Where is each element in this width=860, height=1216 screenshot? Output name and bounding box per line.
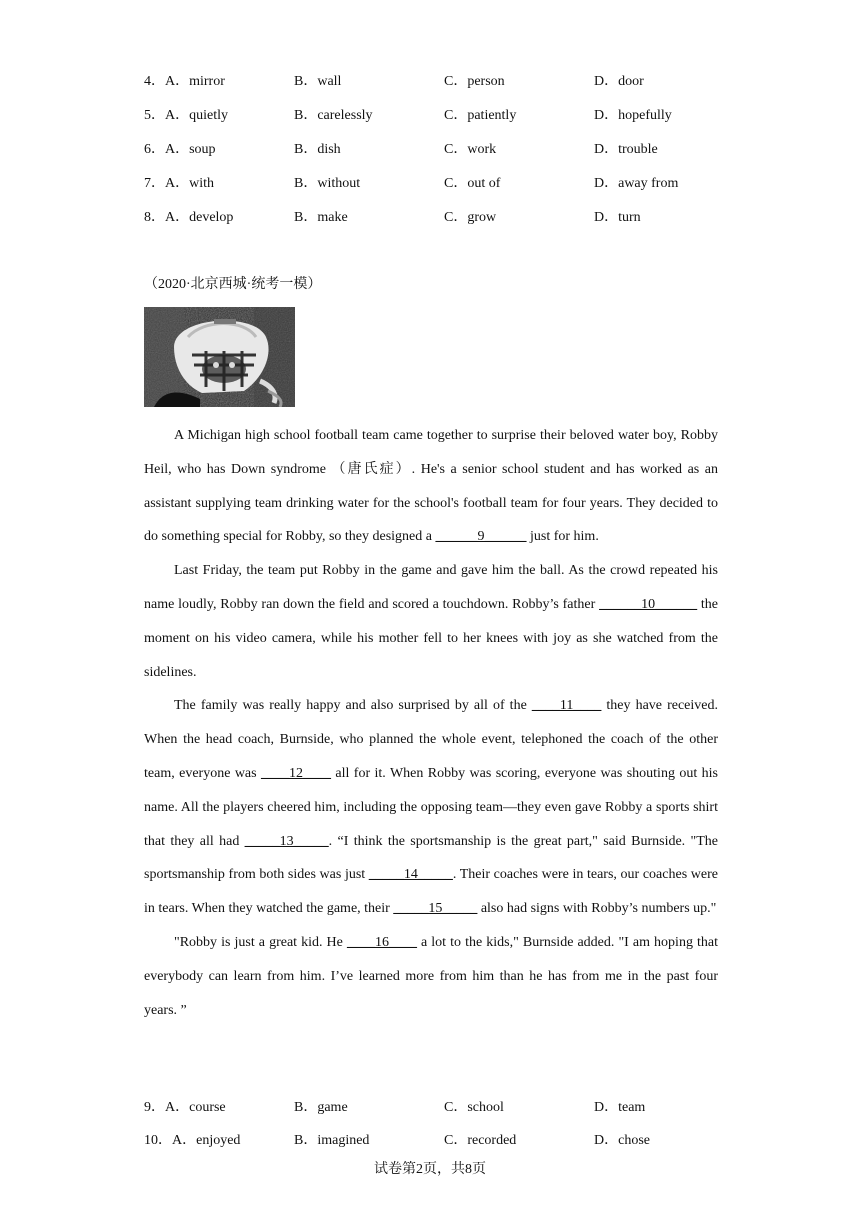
q5-option-c: C．patiently xyxy=(444,108,517,123)
q4-option-a: 4．A．mirror xyxy=(144,74,225,89)
passage-paragraph-2: Last Friday, the team put Robby in the game and gave him the ball. As the crowd repeated his name loudly, Robby ran down the field and scored a touchdown. Robby’s father ______10______ the moment on his video camera, while his mother fell to her knees with joy as she watched from the sidelines. xyxy=(144,563,718,680)
q9-option-a: 9．A．course xyxy=(144,1100,226,1115)
q4-option-c: C．person xyxy=(444,74,505,89)
q7-option-c: C．out of xyxy=(444,176,501,191)
page-footer: 试卷第2页，共8页 xyxy=(374,1162,486,1177)
q10-option-b: B．imagined xyxy=(294,1133,370,1148)
passage-paragraph-3: The family was really happy and also surprised by all of the ____11____ they have received. When the head coach, Burnside, who planned the whole event, telephoned the coach of the other team, everyone was ____12____ all for it. When Robby was scoring, everyone was shouting out his name. All the players cheered him, including the opposing team—they even gave Robby a sports shirt that they all had _____13_____. “I think the sportsmanship is the great part," said Burnside. "The sportsmanship from both sides was just _____14_____. Their coaches were in tears, our coaches were in tears. When they watched the game, their _____15_____ also had signs with Robby’s numbers up." xyxy=(144,698,718,917)
football-player-photo xyxy=(144,307,295,407)
blank-9: ______9______ xyxy=(435,529,527,545)
q10-option-d: D．chose xyxy=(594,1133,650,1148)
blank-12: ____12____ xyxy=(261,765,331,781)
passage-paragraph-1: A Michigan high school football team came together to surprise their beloved water boy, Robby Heil, who has Down syndrome （唐氏症）. He's a senior school student and has worked as an assistant supplying team drinking water for the school's football team for four years. They decided to do something special for Robby, so they designed a ______9______ just for him. xyxy=(144,428,718,545)
q10-option-c: C．recorded xyxy=(444,1133,517,1148)
q7-option-a: 7．A．with xyxy=(144,176,214,191)
q5-option-b: B．carelessly xyxy=(294,108,373,123)
blank-13: _____13_____ xyxy=(244,833,329,849)
q5-option-a: 5．A．quietly xyxy=(144,108,228,123)
q8-option-a: 8．A．develop xyxy=(144,210,234,225)
q6-option-b: B．dish xyxy=(294,142,341,157)
q6-option-d: D．trouble xyxy=(594,142,658,157)
q6-option-c: C．work xyxy=(444,142,497,157)
q4-option-d: D．door xyxy=(594,74,644,89)
q8-option-b: B．make xyxy=(294,210,348,225)
q10-option-a: 10．A．enjoyed xyxy=(144,1133,241,1148)
q7-option-b: B．without xyxy=(294,176,361,191)
q5-option-d: D．hopefully xyxy=(594,108,672,123)
reading-passage xyxy=(144,419,718,1027)
passage-paragraph-4: "Robby is just a great kid. He ____16____ a lot to the kids," Burnside added. "I am hoping that everybody can learn from him. I’ve learned more from him than he has from me in the past four years. ” xyxy=(144,934,718,1018)
q8-option-c: C．grow xyxy=(444,210,497,225)
q8-option-d: D．turn xyxy=(594,210,641,225)
q4-option-b: B．wall xyxy=(294,74,342,89)
source-citation: （2020·北京西城·统考一模） xyxy=(144,277,322,292)
blank-11: ____11____ xyxy=(531,698,602,714)
q6-option-a: 6．A．soup xyxy=(144,142,216,157)
q9-option-c: C．school xyxy=(444,1100,504,1115)
q9-option-d: D．team xyxy=(594,1100,646,1115)
blank-14: _____14_____ xyxy=(368,867,453,883)
blank-16: ____16____ xyxy=(346,934,417,950)
blank-15: _____15_____ xyxy=(393,901,478,917)
q7-option-d: D．away from xyxy=(594,176,679,191)
blank-10: ______10______ xyxy=(599,596,698,612)
q9-option-b: B．game xyxy=(294,1100,348,1115)
